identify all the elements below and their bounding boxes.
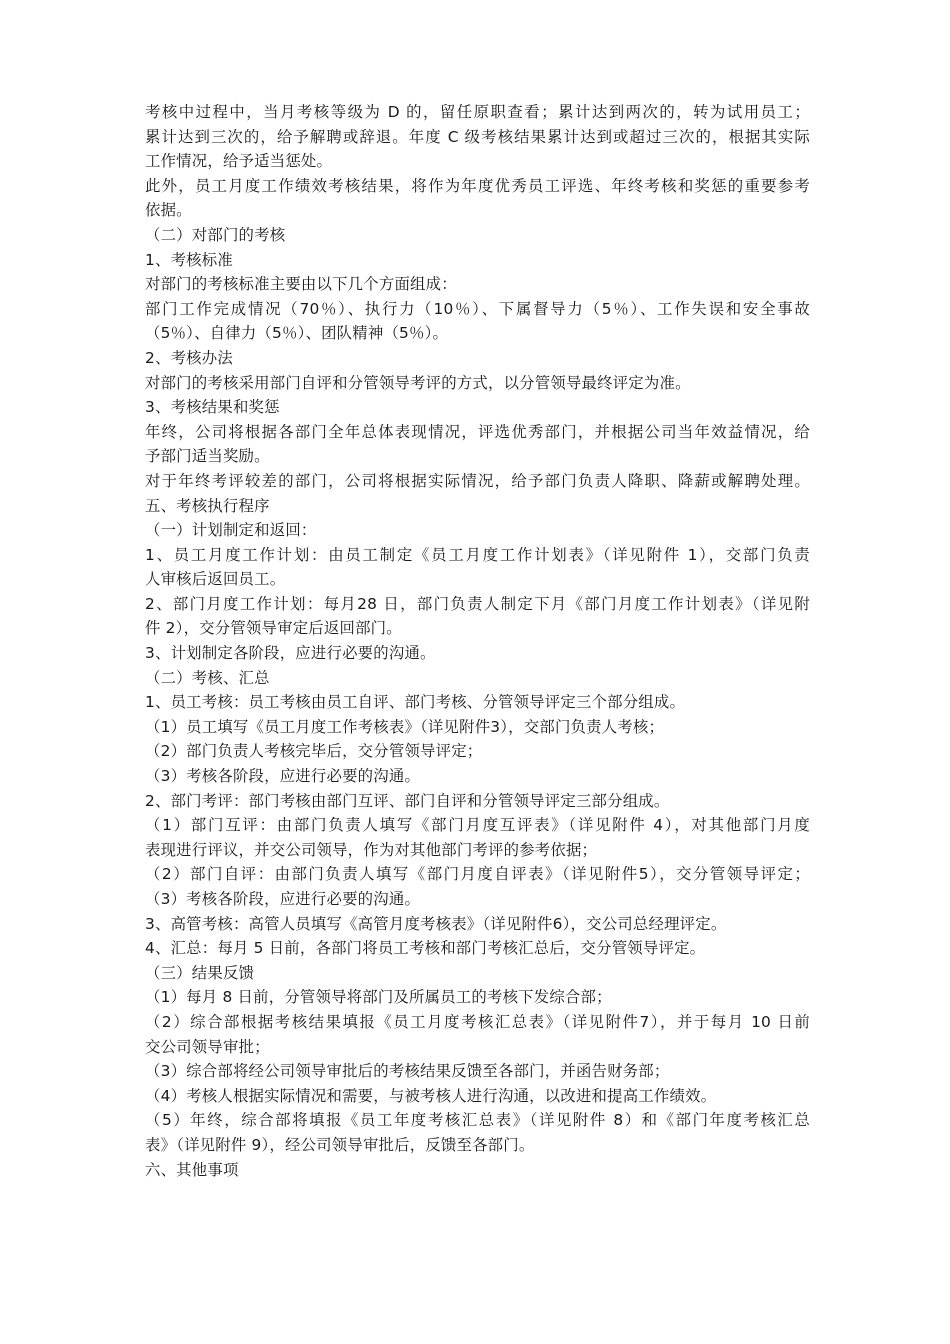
text-line: （1）员工填写《员工月度工作考核表》（详见附件3），交部门负责人考核；	[145, 717, 665, 736]
text-line: （2）部门自评：由部门负责人填写《部门月度自评表》（详见附件5），交分管领导评定；	[145, 865, 810, 884]
text-line: 2、考核办法	[145, 348, 233, 367]
text-line: （三）结果反馈	[145, 963, 255, 982]
text-line: （二）对部门的考核	[145, 225, 286, 244]
text-line: 件 2），交分管领导审定后返回部门。	[145, 619, 402, 638]
text-line: 1、员工考核：员工考核由员工自评、部门考核、分管领导评定三个部分组成。	[145, 693, 686, 712]
text-line: 工作情况，给予适当惩处。	[145, 152, 333, 171]
text-line: （1）部门互评：由部门负责人填写《部门月度互评表》（详见附件 4），对其他部门月度	[145, 816, 810, 835]
text-line: 依据。	[145, 201, 192, 220]
text-line: 对于年终考评较差的部门，公司将根据实际情况，给予部门负责人降职、降薪或解聘处理。	[145, 471, 810, 490]
text-line: （4）考核人根据实际情况和需要，与被考核人进行沟通，以改进和提高工作绩效。	[145, 1086, 717, 1105]
text-line: 3、计划制定各阶段，应进行必要的沟通。	[145, 644, 436, 663]
text-line: （3）考核各阶段，应进行必要的沟通。	[145, 767, 421, 786]
document-body	[145, 100, 810, 1182]
text-line: 五、考核执行程序	[145, 496, 270, 515]
text-line: （3）综合部将经公司领导审批后的考核结果反馈至各部门，并函告财务部；	[145, 1062, 670, 1081]
text-line: （1）每月 8 日前，分管领导将部门及所属员工的考核下发综合部；	[145, 988, 612, 1007]
text-line: 1、员工月度工作计划：由员工制定《员工月度工作计划表》（详见附件 1），交部门负责	[145, 545, 810, 564]
text-line: （2）综合部根据考核结果填报《员工月度考核汇总表》（详见附件7），并于每月 10 日前	[145, 1012, 810, 1031]
text-line: 人审核后返回员工。	[145, 570, 286, 589]
text-line: 年终，公司将根据各部门全年总体表现情况，评选优秀部门，并根据公司当年效益情况，给	[145, 422, 810, 441]
text-line: （5％）、自律力（5％）、团队精神（5％）。	[145, 324, 449, 343]
text-line: （二）考核、汇总	[145, 668, 270, 687]
text-line: 表现进行评议，并交公司领导，作为对其他部门考评的参考依据；	[145, 840, 598, 859]
text-line: （3）考核各阶段，应进行必要的沟通。	[145, 890, 421, 908]
text-line: 2、部门月度工作计划：每月28 日，部门负责人制定下月《部门月度工作计划表》（详见附	[145, 594, 810, 613]
text-line: （5）年终，综合部将填报《员工年度考核汇总表》（详见附件 8）和《部门年度考核汇总	[145, 1111, 810, 1130]
text-line: 对部门的考核采用部门自评和分管领导考评的方式，以分管领导最终评定为准。	[145, 373, 691, 392]
text-line: 部门工作完成情况（70％）、执行力（10％）、下属督导力（5％）、工作失误和安全事故	[145, 299, 810, 318]
text-line: 交公司领导审批；	[145, 1037, 270, 1056]
text-line: 六、其他事项	[145, 1160, 239, 1179]
text-line: （2）部门负责人考核完毕后，交分管领导评定；	[145, 742, 483, 761]
text-line: 累计达到三次的，给予解聘或辞退。年度 C 级考核结果累计达到或超过三次的，根据其实际	[145, 127, 810, 146]
text-line: 此外，员工月度工作绩效考核结果，将作为年度优秀员工评选、年终考核和奖惩的重要参考	[145, 176, 810, 195]
text-line: 予部门适当奖励。	[145, 447, 270, 466]
text-line: 4、汇总：每月 5 日前，各部门将员工考核和部门考核汇总后，交分管领导评定。	[145, 939, 706, 958]
text-line: 3、高管考核：高管人员填写《高管月度考核表》（详见附件6），交公司总经理评定。	[145, 914, 727, 933]
text-line: 表》（详见附件 9），经公司领导审批后，反馈至各部门。	[145, 1135, 535, 1154]
text-line: 1、考核标准	[145, 250, 233, 269]
text-line: 考核中过程中，当月考核等级为 D 的，留任原职查看；累计达到两次的，转为试用员工；	[145, 103, 810, 121]
text-line: 2、部门考评：部门考核由部门互评、部门自评和分管领导评定三部分组成。	[145, 791, 670, 810]
text-line: （一）计划制定和返回：	[145, 521, 317, 540]
text-line: 对部门的考核标准主要由以下几个方面组成：	[145, 275, 457, 294]
text-line: 3、考核结果和奖惩	[145, 398, 280, 417]
